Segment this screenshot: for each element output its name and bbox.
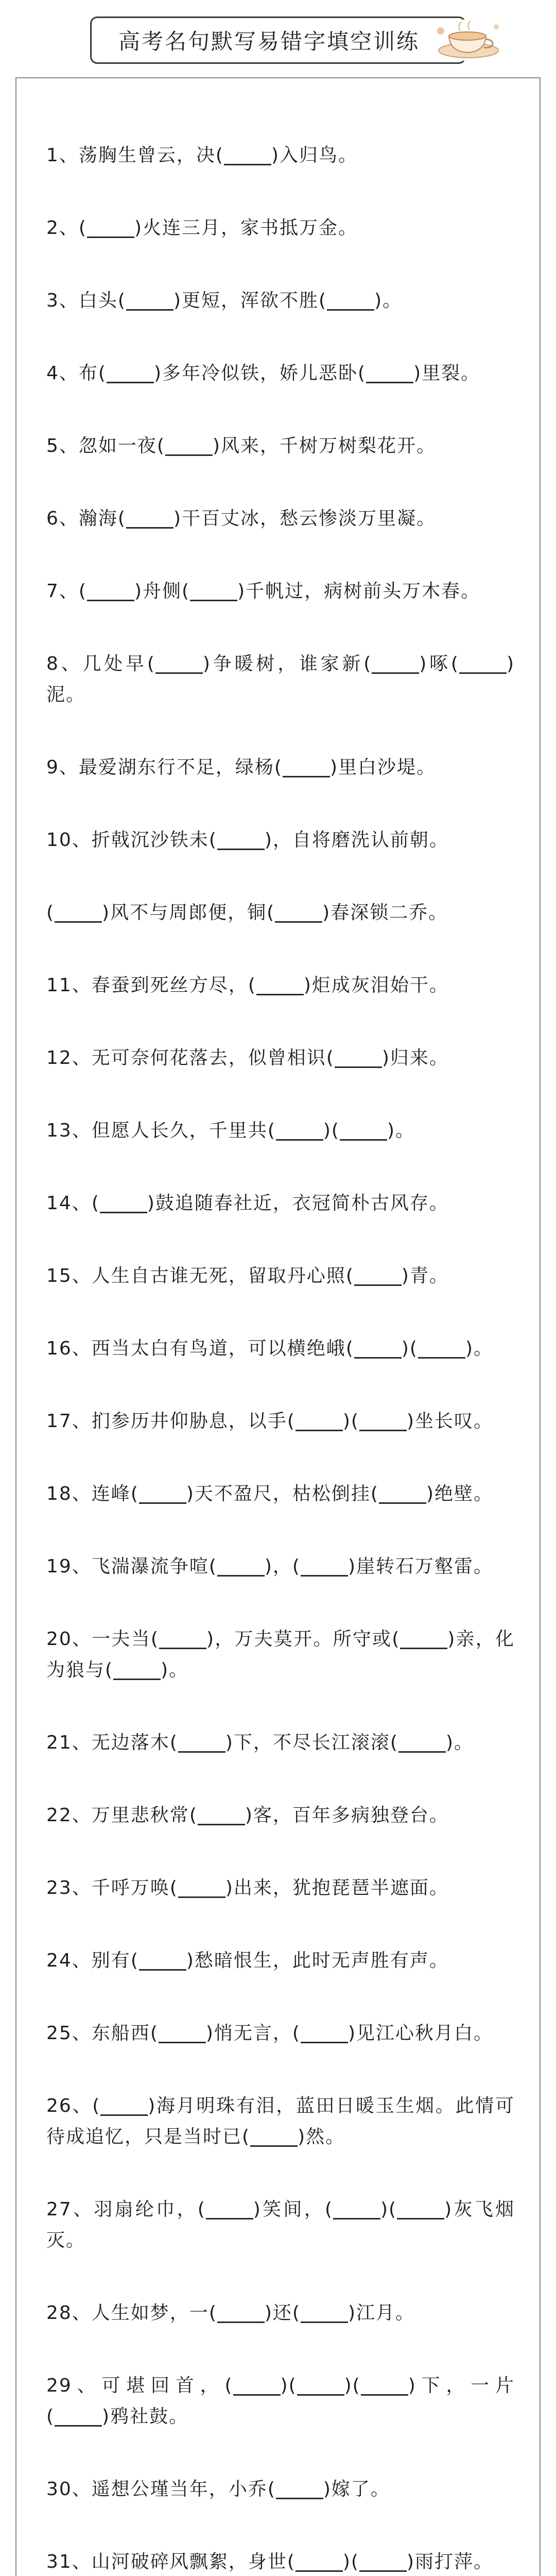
- item-text: 风来，千树万树梨花开。: [221, 435, 437, 456]
- exercise-item: [46, 1945, 515, 1976]
- fill-blank[interactable]: ( ): [209, 1551, 273, 1582]
- fill-blank[interactable]: ( ): [326, 1043, 390, 1074]
- fill-blank[interactable]: ( ): [79, 576, 143, 607]
- item-text: 6、瀚海: [46, 508, 118, 529]
- fill-blank[interactable]: ( ): [268, 2474, 332, 2505]
- item-text: 20、一夫当: [46, 1629, 151, 1650]
- item-text: 13、但愿人长久，千里共: [46, 1120, 268, 1141]
- blank-line: [301, 2021, 348, 2043]
- fill-blank[interactable]: ( ): [346, 1333, 410, 1364]
- fill-blank[interactable]: ( ): [92, 2091, 156, 2122]
- item-text: 22、万里悲秋常: [46, 1805, 189, 1826]
- fill-blank[interactable]: ( ): [209, 825, 273, 856]
- blank-line: [327, 288, 374, 311]
- item-text: 24、别有: [46, 1950, 131, 1971]
- item-text: 14、: [46, 1193, 92, 1214]
- blank-line: [233, 2373, 281, 2396]
- blank-line: [276, 2477, 323, 2499]
- item-text: 里裂。: [422, 363, 481, 384]
- exercise-item: [46, 1551, 515, 1582]
- item-text: 3、白头: [46, 290, 118, 311]
- item-text: 15、人生自古谁无死，留取丹心照: [46, 1265, 346, 1286]
- exercise-item: [46, 752, 515, 783]
- fill-blank[interactable]: ( ): [267, 897, 331, 928]
- fill-blank[interactable]: ( ): [182, 576, 246, 607]
- item-text: 绝壁。: [435, 1483, 494, 1504]
- item-text: 18、连峰: [46, 1483, 131, 1504]
- exercise-item: [46, 576, 515, 607]
- item-text: 30、遥想公瑾当年，小乔: [46, 2479, 268, 2500]
- exercise-list: [46, 140, 515, 2576]
- exercise-item: [46, 2474, 515, 2505]
- blank-line: [126, 288, 173, 311]
- fill-blank[interactable]: ( ): [131, 1945, 195, 1976]
- item-text: 里白沙堤。: [338, 757, 437, 778]
- item-text: 愁暗恨生，此时无声胜有声。: [194, 1950, 449, 1971]
- exercise-item: [46, 649, 515, 710]
- blank-line: [340, 1118, 387, 1141]
- fill-blank[interactable]: ( ): [292, 2018, 356, 2049]
- item-text: 23、千呼万唤: [46, 1877, 170, 1899]
- fill-blank[interactable]: ( ): [392, 1624, 456, 1655]
- exercise-item: [46, 213, 515, 244]
- fill-blank[interactable]: ( ): [105, 1655, 169, 1686]
- fill-blank[interactable]: ( ): [389, 2194, 453, 2225]
- item-text: 江月。: [356, 2302, 415, 2324]
- blank-line: [190, 579, 237, 601]
- blank-line: [224, 143, 271, 165]
- blank-line: [297, 2373, 344, 2396]
- exercise-item: [46, 1115, 515, 1146]
- item-text: 9、最爱湖东行不足，绿杨: [46, 757, 274, 778]
- exercise-item: [46, 1043, 515, 1074]
- fill-blank[interactable]: ( ): [274, 752, 338, 783]
- fill-blank[interactable]: ( ): [224, 2370, 288, 2401]
- item-text: 。: [169, 1659, 189, 1681]
- fill-blank[interactable]: ( ): [98, 358, 162, 389]
- item-text: 鼓追随春社近，衣冠简朴古风存。: [155, 1193, 449, 1214]
- fill-blank[interactable]: ( ): [287, 1406, 351, 1437]
- item-text: 归来。: [390, 1047, 449, 1069]
- item-text: 31、山河破碎风飘絮，身世: [46, 2551, 287, 2572]
- exercise-item: [46, 431, 515, 462]
- fill-blank[interactable]: ( ): [287, 2547, 351, 2576]
- item-text: 25、东船西: [46, 2023, 150, 2044]
- item-text: 还: [272, 2302, 292, 2324]
- fill-blank[interactable]: ( ): [46, 897, 110, 928]
- item-text: 客，百年多病独登台。: [253, 1805, 449, 1826]
- item-text: 崖转石万壑雷。: [356, 1556, 494, 1577]
- fill-blank[interactable]: ( ): [292, 2298, 356, 2329]
- blank-line: [87, 215, 134, 238]
- item-text: 入归鸟。: [280, 145, 358, 166]
- fill-blank[interactable]: ( ): [170, 1873, 234, 1904]
- item-text: 下，不尽长江滚滚: [233, 1732, 390, 1753]
- exercise-item: [46, 1624, 515, 1686]
- item-text: 11、春蚕到死丝方尽，: [46, 975, 248, 996]
- fill-blank[interactable]: ( ): [410, 1333, 474, 1364]
- exercise-item: [46, 2194, 515, 2256]
- item-text: 亲，化为狼与: [46, 1629, 515, 1681]
- blank-line: [165, 433, 213, 456]
- fill-blank[interactable]: ( ): [150, 2018, 214, 2049]
- blank-line: [87, 579, 134, 601]
- fill-blank[interactable]: ( ): [118, 285, 182, 316]
- blank-line: [379, 1481, 426, 1504]
- fill-blank[interactable]: ( ): [46, 2401, 110, 2432]
- page-title: 高考名句默写易错字填空训练: [90, 16, 466, 64]
- exercise-item: [46, 897, 515, 928]
- blank-line: [359, 1409, 407, 1431]
- blank-line: [178, 1730, 225, 1753]
- item-text: 1、荡胸生曾云，决: [46, 145, 216, 166]
- exercise-item: [46, 1727, 515, 1758]
- fill-blank[interactable]: ( ): [248, 970, 312, 1001]
- fill-blank[interactable]: ( ): [451, 649, 515, 680]
- item-text: 17、扪参历井仰胁息，以手: [46, 1411, 287, 1432]
- exercise-item: [46, 825, 515, 856]
- fill-blank[interactable]: ( ): [189, 1800, 253, 1831]
- blank-line: [335, 1045, 382, 1068]
- fill-blank[interactable]: ( ): [332, 1115, 395, 1146]
- blank-line: [126, 506, 173, 529]
- blank-line: [113, 1657, 161, 1680]
- item-text: ，自将磨洗认前朝。: [272, 829, 449, 851]
- exercise-item: [46, 140, 515, 171]
- blank-line: [100, 1191, 147, 1213]
- item-text: 雨打萍。: [415, 2551, 494, 2572]
- item-text: 10、折戟沉沙铁未: [46, 829, 209, 851]
- blank-line: [217, 1554, 265, 1577]
- fill-blank[interactable]: ( ): [147, 649, 211, 680]
- item-text: 。: [474, 1338, 494, 1359]
- item-text: 21、无边落木: [46, 1732, 170, 1753]
- item-text: 炬成灰泪始干。: [311, 975, 449, 996]
- item-text: 然。: [306, 2126, 345, 2147]
- item-text: 下，一片: [416, 2375, 515, 2396]
- item-text: 7、: [46, 581, 79, 602]
- fill-blank[interactable]: ( ): [170, 1727, 234, 1758]
- item-text: 火连三月，家书抵万金。: [143, 217, 358, 239]
- item-text: 29、可堪回首，: [46, 2375, 225, 2396]
- exercise-item: [46, 1873, 515, 1904]
- blank-line: [159, 1626, 206, 1649]
- exercise-item: [46, 1406, 515, 1437]
- fill-blank[interactable]: ( ): [157, 431, 221, 462]
- blank-line: [139, 1948, 186, 1971]
- blank-line: [361, 2373, 408, 2396]
- fill-blank[interactable]: ( ): [325, 2194, 389, 2225]
- fill-blank[interactable]: ( ): [292, 1551, 356, 1582]
- blank-line: [139, 1481, 186, 1504]
- item-text: 多年冷似铁，娇儿恶卧: [162, 363, 358, 384]
- fill-blank[interactable]: ( ): [346, 1261, 410, 1292]
- title-area: [0, 16, 556, 68]
- fill-blank[interactable]: ( ): [216, 140, 280, 171]
- item-text: 坐长叹。: [415, 1411, 494, 1432]
- exercise-item: [46, 1333, 515, 1364]
- fill-blank[interactable]: ( ): [319, 285, 383, 316]
- item-text: 春深锁二乔。: [331, 902, 448, 923]
- blank-line: [107, 361, 154, 383]
- fill-blank[interactable]: ( ): [92, 1188, 155, 1219]
- blank-line: [159, 2021, 206, 2043]
- blank-line: [100, 2093, 148, 2116]
- blank-line: [301, 1554, 348, 1577]
- item-text: 12、无可奈何花落去，似曾相识: [46, 1047, 326, 1069]
- fill-blank[interactable]: ( ): [131, 1479, 195, 1510]
- fill-blank[interactable]: ( ): [351, 1406, 415, 1437]
- blank-line: [354, 1263, 402, 1286]
- item-text: 更短，浑欲不胜: [182, 290, 319, 311]
- item-text: 28、人生如梦，一: [46, 2302, 209, 2324]
- fill-blank[interactable]: ( ): [268, 1115, 332, 1146]
- blank-line: [275, 900, 322, 923]
- item-text: 。: [395, 1120, 415, 1141]
- blank-line: [296, 1409, 343, 1431]
- blank-line: [155, 651, 203, 674]
- item-text: 26、: [46, 2095, 93, 2116]
- fill-blank[interactable]: ( ): [358, 358, 422, 389]
- blank-line: [256, 973, 304, 995]
- item-text: 16、西当太白有鸟道，可以横绝峨: [46, 1338, 346, 1359]
- exercise-item: [46, 2018, 515, 2049]
- exercise-item: [46, 2091, 515, 2153]
- blank-line: [55, 900, 102, 923]
- blank-line: [55, 2404, 102, 2427]
- blank-line: [217, 2300, 265, 2323]
- blank-line: [198, 1803, 245, 1825]
- blank-line: [283, 755, 330, 777]
- teacup-icon: [428, 15, 506, 65]
- fill-blank[interactable]: ( ): [198, 2194, 262, 2225]
- item-text: 19、飞湍瀑流争喧: [46, 1556, 209, 1577]
- exercise-item: [46, 358, 515, 389]
- item-text: 干百丈冰，愁云惨淡万里凝。: [182, 508, 437, 529]
- exercise-item: [46, 2370, 515, 2432]
- exercise-item: [46, 1800, 515, 1831]
- exercise-item: [46, 970, 515, 1001]
- blank-line: [400, 1626, 447, 1649]
- exercise-item: [46, 1479, 515, 1510]
- fill-blank[interactable]: ( ): [371, 1479, 435, 1510]
- item-text: 4、布: [46, 363, 98, 384]
- item-text: 天不盈尺，枯松倒挂: [194, 1483, 371, 1504]
- item-text: ，: [272, 1556, 292, 1577]
- item-text: 出来，犹抱琵琶半遮面。: [233, 1877, 449, 1899]
- blank-line: [333, 2197, 380, 2219]
- item-text: 。: [454, 1732, 474, 1753]
- exercise-item: [46, 285, 515, 316]
- item-text: 2、: [46, 217, 79, 239]
- exercise-item: [46, 503, 515, 534]
- blank-line: [398, 1730, 446, 1753]
- blank-line: [206, 2197, 253, 2219]
- fill-blank[interactable]: ( ): [353, 2370, 416, 2401]
- blank-line: [296, 2549, 343, 2572]
- blank-line: [359, 2549, 407, 2572]
- fill-blank[interactable]: ( ): [242, 2122, 306, 2153]
- item-text: 灰飞烟灭。: [46, 2199, 515, 2251]
- exercise-item: [46, 2547, 515, 2576]
- item-text: 泥。: [46, 684, 86, 705]
- item-text: 27、羽扇纶巾，: [46, 2199, 198, 2220]
- item-text: 8、几处早: [46, 653, 147, 674]
- blank-line: [397, 2197, 444, 2219]
- blank-line: [418, 1336, 465, 1359]
- fill-blank[interactable]: ( ): [351, 2547, 415, 2576]
- blank-line: [301, 2300, 348, 2323]
- exercise-item: [46, 1188, 515, 1219]
- item-text: 见江心秋月白。: [356, 2023, 494, 2044]
- item-text: 争暖树，谁家新: [211, 653, 364, 674]
- fill-blank[interactable]: ( ): [151, 1624, 215, 1655]
- item-text: 鸦社鼓。: [110, 2406, 189, 2427]
- item-text: 风不与周郎便，铜: [110, 902, 267, 923]
- fill-blank[interactable]: ( ): [363, 649, 427, 680]
- blank-line: [217, 827, 265, 850]
- item-text: 。: [383, 290, 403, 311]
- blank-line: [372, 651, 419, 674]
- blank-line: [276, 1118, 323, 1141]
- blank-line: [459, 651, 507, 674]
- fill-blank[interactable]: ( ): [79, 213, 143, 244]
- exercise-item: [46, 1261, 515, 1292]
- fill-blank[interactable]: ( ): [289, 2370, 353, 2401]
- fill-blank[interactable]: ( ): [118, 503, 182, 534]
- item-text: 海月明珠有泪，蓝田日暖玉生烟。此情可待成追忆，只是当时已: [46, 2095, 515, 2147]
- item-text: 嫁了。: [331, 2479, 390, 2500]
- item-text: 啄: [427, 653, 451, 674]
- fill-blank[interactable]: ( ): [209, 2298, 273, 2329]
- blank-line: [366, 361, 413, 383]
- fill-blank[interactable]: ( ): [390, 1727, 454, 1758]
- item-text: ，万夫莫开。所守或: [215, 1629, 392, 1650]
- blank-line: [250, 2124, 298, 2147]
- item-text: 舟侧: [143, 581, 182, 602]
- exercise-item: [46, 2298, 515, 2329]
- item-text: 5、忽如一夜: [46, 435, 157, 456]
- item-text: 青。: [409, 1265, 449, 1286]
- item-text: 悄无言，: [214, 2023, 292, 2044]
- blank-line: [178, 1875, 225, 1898]
- blank-line: [354, 1336, 402, 1359]
- item-text: 千帆过，病树前头万木春。: [246, 581, 481, 602]
- item-text: 笑间，: [261, 2199, 325, 2220]
